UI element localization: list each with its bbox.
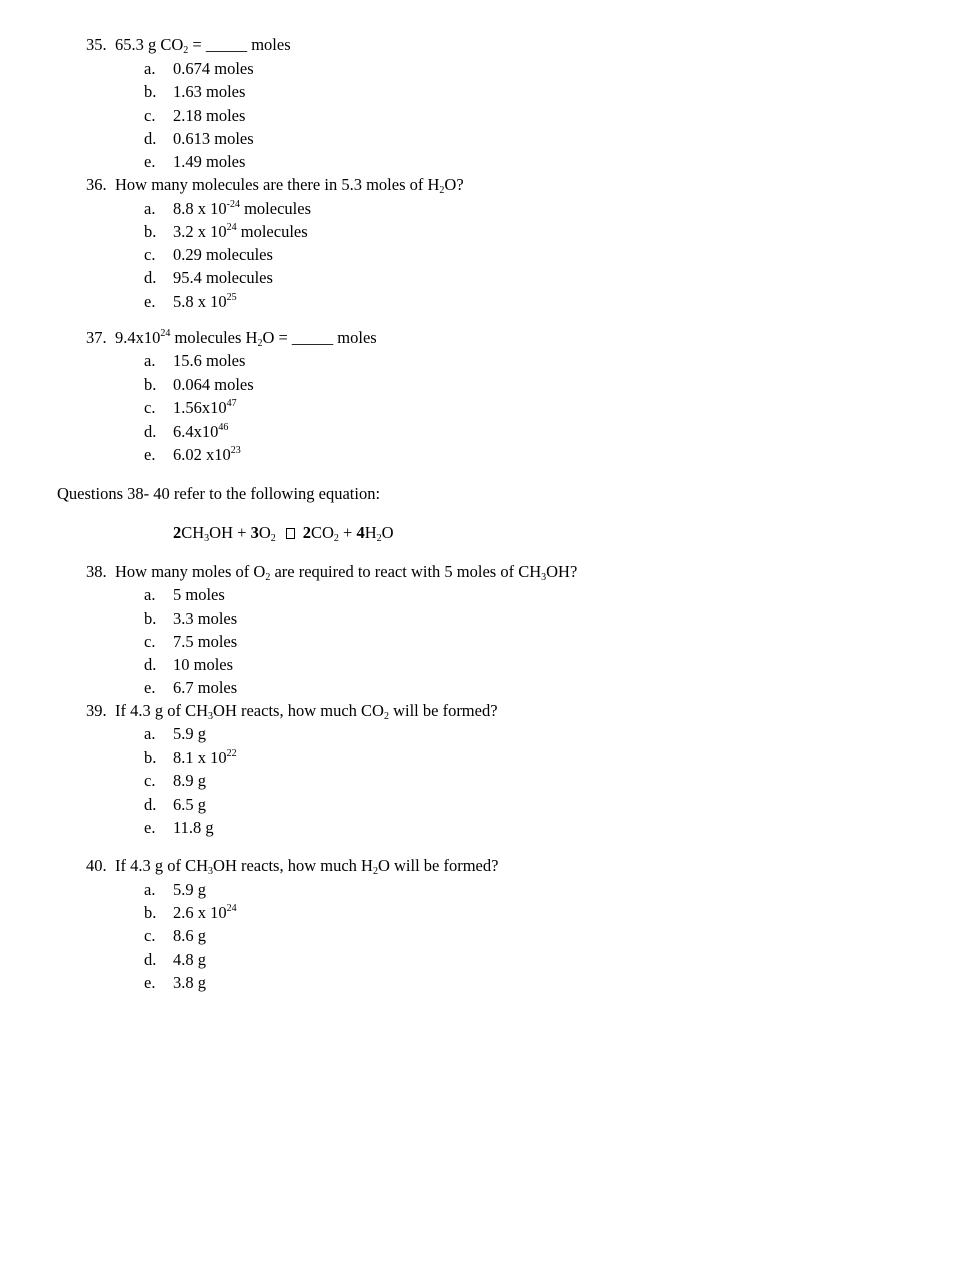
q36-text-part: O? bbox=[444, 175, 464, 194]
q37-d-base: 6.4x10 bbox=[173, 422, 219, 441]
q37-option-b: 0.064 moles bbox=[173, 375, 254, 394]
q40-option-b bbox=[173, 903, 237, 923]
q36-b-exponent: 24 bbox=[226, 222, 237, 233]
q40-b-exponent: 24 bbox=[226, 903, 237, 914]
q38-option-letter: d. bbox=[144, 655, 157, 674]
q38-subscript: 2 bbox=[265, 572, 271, 583]
eq-term: O bbox=[258, 523, 271, 542]
question-40-number: 40. bbox=[86, 856, 107, 875]
question-35-number: 35. bbox=[86, 35, 107, 54]
q40-text-part: OH reacts, how much H bbox=[213, 856, 373, 875]
q38-option-e: 6.7 moles bbox=[173, 678, 238, 697]
eq-term: OH + bbox=[209, 523, 251, 542]
q35-option-b: 1.63 moles bbox=[173, 82, 246, 101]
q38-subscript: 3 bbox=[541, 572, 547, 583]
q35-subscript: 2 bbox=[183, 45, 189, 56]
q36-option-letter: d. bbox=[144, 268, 157, 287]
q38-option-letter: a. bbox=[144, 585, 156, 604]
q38-option-letter: c. bbox=[144, 632, 156, 651]
q37-option-letter: d. bbox=[144, 422, 157, 441]
q39-subscript: 3 bbox=[208, 711, 214, 722]
q35-text-part: = _____ moles bbox=[188, 35, 291, 54]
q36-e-base: 5.8 x 10 bbox=[173, 292, 227, 311]
q35-text-part: 65.3 g CO bbox=[115, 35, 184, 54]
q40-option-letter: b. bbox=[144, 903, 157, 922]
question-39-text bbox=[115, 701, 498, 721]
q38-text-part: How many moles of O bbox=[115, 562, 266, 581]
question-37-text bbox=[115, 328, 377, 348]
q40-option-letter: d. bbox=[144, 950, 157, 969]
eq-term: O bbox=[381, 523, 394, 542]
q36-a-exponent: -24 bbox=[226, 199, 240, 210]
q37-c-exponent: 47 bbox=[226, 398, 237, 409]
q37-exponent: 24 bbox=[160, 328, 171, 339]
q35-option-letter: b. bbox=[144, 82, 157, 101]
q39-option-letter: b. bbox=[144, 748, 157, 767]
q36-option-letter: b. bbox=[144, 222, 157, 241]
q39-text-part: If 4.3 g of CH bbox=[115, 701, 209, 720]
q37-e-exponent: 23 bbox=[230, 445, 241, 456]
q37-subscript: 2 bbox=[257, 338, 263, 349]
q40-subscript: 2 bbox=[372, 866, 378, 877]
question-38-text bbox=[115, 562, 577, 582]
eq-coefficient: 2 bbox=[173, 523, 182, 542]
question-36-text bbox=[115, 175, 464, 195]
q36-b-base: 3.2 x 10 bbox=[173, 222, 227, 241]
q37-text-part: molecules H bbox=[170, 328, 258, 347]
question-36-number: 36. bbox=[86, 175, 107, 194]
q38-option-d: 10 moles bbox=[173, 655, 234, 674]
q39-subscript: 2 bbox=[383, 711, 389, 722]
q39-option-letter: a. bbox=[144, 724, 156, 743]
q36-text-part: How many molecules are there in 5.3 moles of H bbox=[115, 175, 440, 194]
q40-option-a: 5.9 g bbox=[173, 880, 206, 899]
question-35-text bbox=[115, 35, 291, 55]
q35-option-letter: d. bbox=[144, 129, 157, 148]
q36-option-e bbox=[173, 292, 237, 312]
q36-option-letter: c. bbox=[144, 245, 156, 264]
eq-coefficient: 2 bbox=[302, 523, 311, 542]
q37-text-part: O = _____ moles bbox=[262, 328, 377, 347]
q39-option-letter: d. bbox=[144, 795, 157, 814]
q36-subscript: 2 bbox=[439, 185, 445, 196]
q37-text-part: 9.4x10 bbox=[115, 328, 161, 347]
q35-option-letter: e. bbox=[144, 152, 156, 171]
q39-option-d: 6.5 g bbox=[173, 795, 206, 814]
q35-option-a: 0.674 moles bbox=[173, 59, 254, 78]
q36-a-suffix: molecules bbox=[239, 199, 311, 218]
q37-e-base: 6.02 x10 bbox=[173, 445, 231, 464]
q36-e-exponent: 25 bbox=[226, 292, 237, 303]
q36-b-suffix: molecules bbox=[236, 222, 308, 241]
eq-term: CO bbox=[310, 523, 334, 542]
question-38-number: 38. bbox=[86, 562, 107, 581]
q40-b-base: 2.6 x 10 bbox=[173, 903, 227, 922]
q38-option-c: 7.5 moles bbox=[173, 632, 238, 651]
q36-option-d: 95.4 molecules bbox=[173, 268, 273, 287]
q39-option-a: 5.9 g bbox=[173, 724, 206, 743]
question-37-number: 37. bbox=[86, 328, 107, 347]
q37-option-letter: b. bbox=[144, 375, 157, 394]
question-40-text bbox=[115, 856, 498, 876]
q39-option-letter: c. bbox=[144, 771, 156, 790]
q36-option-letter: e. bbox=[144, 292, 156, 311]
q37-option-letter: c. bbox=[144, 398, 156, 417]
q38-option-a: 5 moles bbox=[173, 585, 225, 604]
q40-option-d: 4.8 g bbox=[173, 950, 206, 969]
eq-term: + bbox=[338, 523, 357, 542]
question-39-number: 39. bbox=[86, 701, 107, 720]
reaction-arrow-icon bbox=[286, 528, 295, 539]
eq-term: H bbox=[364, 523, 377, 542]
q40-subscript: 3 bbox=[208, 866, 214, 877]
q35-option-c: 2.18 moles bbox=[173, 106, 246, 125]
q35-option-e: 1.49 moles bbox=[173, 152, 246, 171]
q38-option-b: 3.3 moles bbox=[173, 609, 238, 628]
q36-option-letter: a. bbox=[144, 199, 156, 218]
eq-coefficient: 3 bbox=[250, 523, 259, 542]
q37-option-letter: a. bbox=[144, 351, 156, 370]
q40-option-letter: a. bbox=[144, 880, 156, 899]
q39-text-part: OH reacts, how much CO bbox=[213, 701, 384, 720]
q37-option-e bbox=[173, 445, 241, 465]
q39-option-e: 11.8 g bbox=[173, 818, 214, 837]
q39-option-c: 8.9 g bbox=[173, 771, 206, 790]
q39-b-base: 8.1 x 10 bbox=[173, 748, 227, 767]
q40-option-c: 8.6 g bbox=[173, 926, 206, 945]
q40-option-letter: e. bbox=[144, 973, 156, 992]
eq-subscript: 2 bbox=[270, 533, 276, 544]
q39-option-b bbox=[173, 748, 237, 768]
q39-b-exponent: 22 bbox=[226, 748, 237, 759]
q36-option-c: 0.29 molecules bbox=[173, 245, 273, 264]
q35-option-d: 0.613 moles bbox=[173, 129, 254, 148]
q37-option-a: 15.6 moles bbox=[173, 351, 246, 370]
q37-d-exponent: 46 bbox=[218, 422, 229, 433]
q35-option-letter: a. bbox=[144, 59, 156, 78]
q38-text-part: are required to react with 5 moles of CH bbox=[270, 562, 542, 581]
q40-option-letter: c. bbox=[144, 926, 156, 945]
q37-c-base: 1.56x10 bbox=[173, 398, 227, 417]
eq-coefficient: 4 bbox=[356, 523, 365, 542]
q36-a-base: 8.8 x 10 bbox=[173, 199, 227, 218]
eq-term: CH bbox=[181, 523, 205, 542]
q37-option-letter: e. bbox=[144, 445, 156, 464]
q35-option-letter: c. bbox=[144, 106, 156, 125]
eq-subscript: 2 bbox=[376, 533, 382, 544]
eq-subscript: 2 bbox=[333, 533, 339, 544]
q36-option-b bbox=[173, 222, 308, 242]
equation-intro: Questions 38- 40 refer to the following equation: bbox=[57, 484, 381, 503]
eq-subscript: 3 bbox=[204, 533, 210, 544]
q39-text-part: will be formed? bbox=[388, 701, 498, 720]
chemical-equation bbox=[173, 523, 394, 543]
q36-option-a bbox=[173, 199, 311, 219]
q38-text-part: OH? bbox=[546, 562, 578, 581]
q40-text-part: If 4.3 g of CH bbox=[115, 856, 209, 875]
q39-option-letter: e. bbox=[144, 818, 156, 837]
q40-option-e: 3.8 g bbox=[173, 973, 206, 992]
q38-option-letter: b. bbox=[144, 609, 157, 628]
q37-option-d bbox=[173, 422, 228, 442]
q38-option-letter: e. bbox=[144, 678, 156, 697]
q37-option-c bbox=[173, 398, 237, 418]
q40-text-part: O will be formed? bbox=[377, 856, 499, 875]
